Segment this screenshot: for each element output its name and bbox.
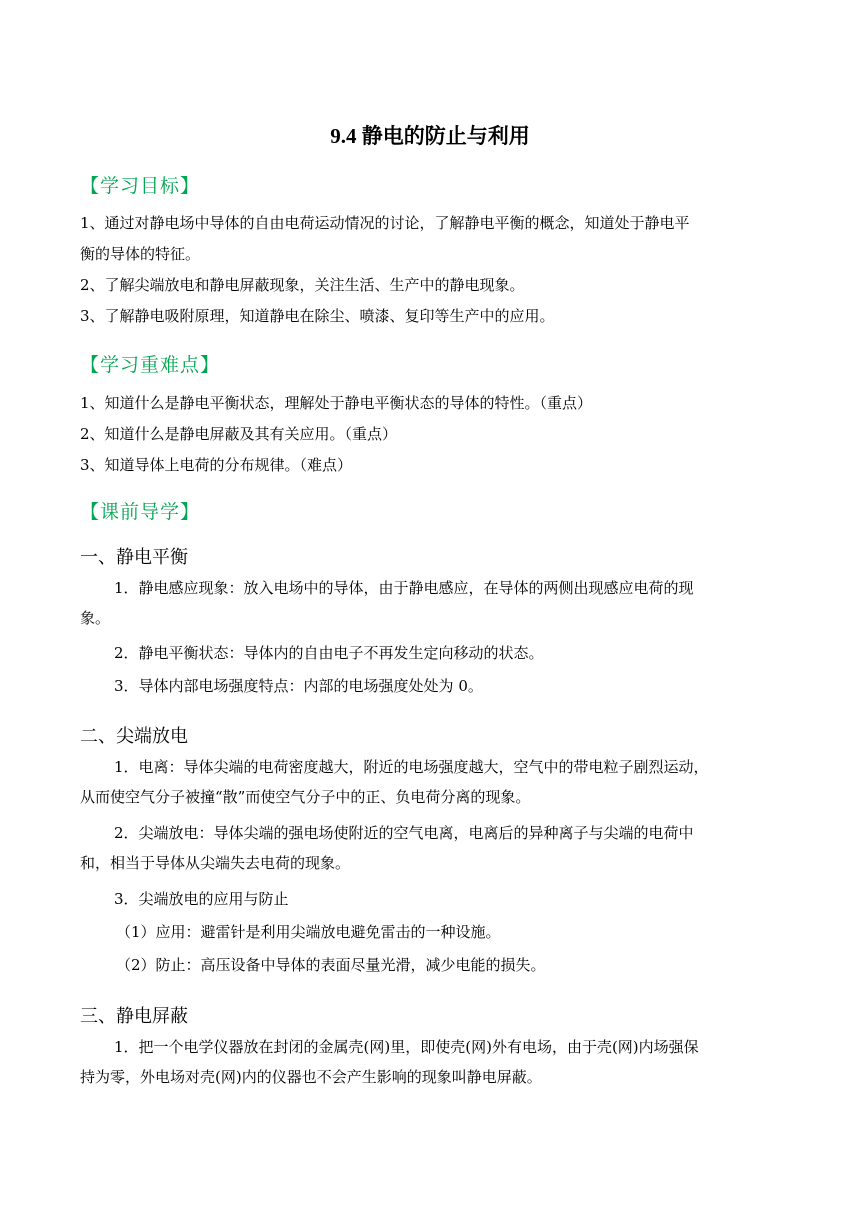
key-point-item: 1、知道什么是静电平衡状态，理解处于静电平衡状态的导体的特性。（重点） <box>80 394 593 412</box>
subsection-title-1: 一、静电平衡 <box>80 547 188 568</box>
paragraph-line: （2）防止：高压设备中导体的表面尽量光滑，减少电能的损失。 <box>116 956 546 974</box>
paragraph-line: 3．导体内部电场强度特点：内部的电场强度处处为 0。 <box>114 677 483 695</box>
paragraph-line: 从而使空气分子被撞“散”而使空气分子中的正、负电荷分离的现象。 <box>80 788 531 806</box>
paragraph-line: 1．电离：导体尖端的电荷密度越大，附近的电场强度越大，空气中的带电粒子剧烈运动， <box>114 758 709 776</box>
paragraph-line: 2．尖端放电：导体尖端的强电场使附近的空气电离，电离后的异种离子与尖端的电荷中 <box>114 824 694 842</box>
section-heading-key-points: 【学习重难点】 <box>80 354 221 376</box>
subsection-title-2: 二、尖端放电 <box>80 726 188 747</box>
paragraph-line: 1．把一个电学仪器放在封闭的金属壳(网)里，即使壳(网)外有电场，由于壳(网)内场强保 <box>114 1038 699 1056</box>
paragraph-line: 象。 <box>80 609 111 627</box>
key-points-list <box>80 388 785 481</box>
key-point-item: 2、知道什么是静电屏蔽及其有关应用。（重点） <box>80 425 398 443</box>
goal-item: 衡的导体的特征。 <box>80 245 201 263</box>
page-title: 9.4 静电的防止与利用 <box>330 124 530 148</box>
subsection-title-3: 三、静电屏蔽 <box>80 1006 188 1027</box>
goals-list <box>80 208 785 332</box>
paragraph-line: 3．尖端放电的应用与防止 <box>114 890 289 908</box>
paragraph-line: 1．静电感应现象：放入电场中的导体，由于静电感应，在导体的两侧出现感应电荷的现 <box>114 579 694 597</box>
paragraph-line: 2．静电平衡状态：导体内的自由电子不再发生定向移动的状态。 <box>114 644 544 662</box>
paragraph-line: （1）应用：避雷针是利用尖端放电避免雷击的一种设施。 <box>116 923 501 941</box>
section-heading-goals: 【学习目标】 <box>80 175 201 197</box>
goal-item: 3、了解静电吸附原理，知道静电在除尘、喷漆、复印等生产中的应用。 <box>80 307 555 325</box>
goal-item: 2、了解尖端放电和静电屏蔽现象，关注生活、生产中的静电现象。 <box>80 276 525 294</box>
paragraph-line: 和，相当于导体从尖端失去电荷的现象。 <box>80 854 351 872</box>
paragraph-line: 持为零，外电场对壳(网)内的仪器也不会产生影响的现象叫静电屏蔽。 <box>80 1068 542 1086</box>
key-point-item: 3、知道导体上电荷的分布规律。（难点） <box>80 456 353 474</box>
goal-item: 1、通过对静电场中导体的自由电荷运动情况的讨论，了解静电平衡的概念，知道处于静电平 <box>80 214 690 232</box>
section-heading-preview: 【课前导学】 <box>80 501 201 523</box>
